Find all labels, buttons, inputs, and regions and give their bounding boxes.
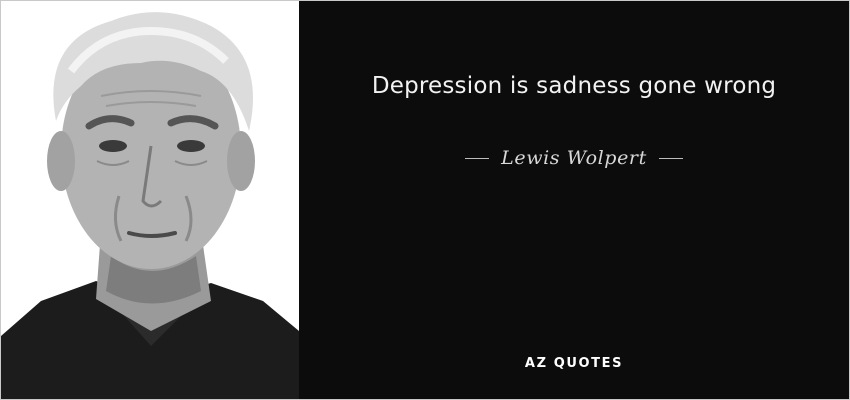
author-dash-right	[659, 158, 683, 159]
author-name-link[interactable]: Lewis Wolpert	[501, 147, 647, 169]
author-portrait	[1, 1, 299, 399]
brand-logo[interactable]: AZ QUOTES	[524, 356, 624, 371]
author-dash-left	[465, 158, 489, 159]
author-attribution	[299, 147, 849, 169]
quote-text: Depression is sadness gone wrong	[371, 73, 777, 99]
portrait-illustration	[1, 1, 299, 399]
